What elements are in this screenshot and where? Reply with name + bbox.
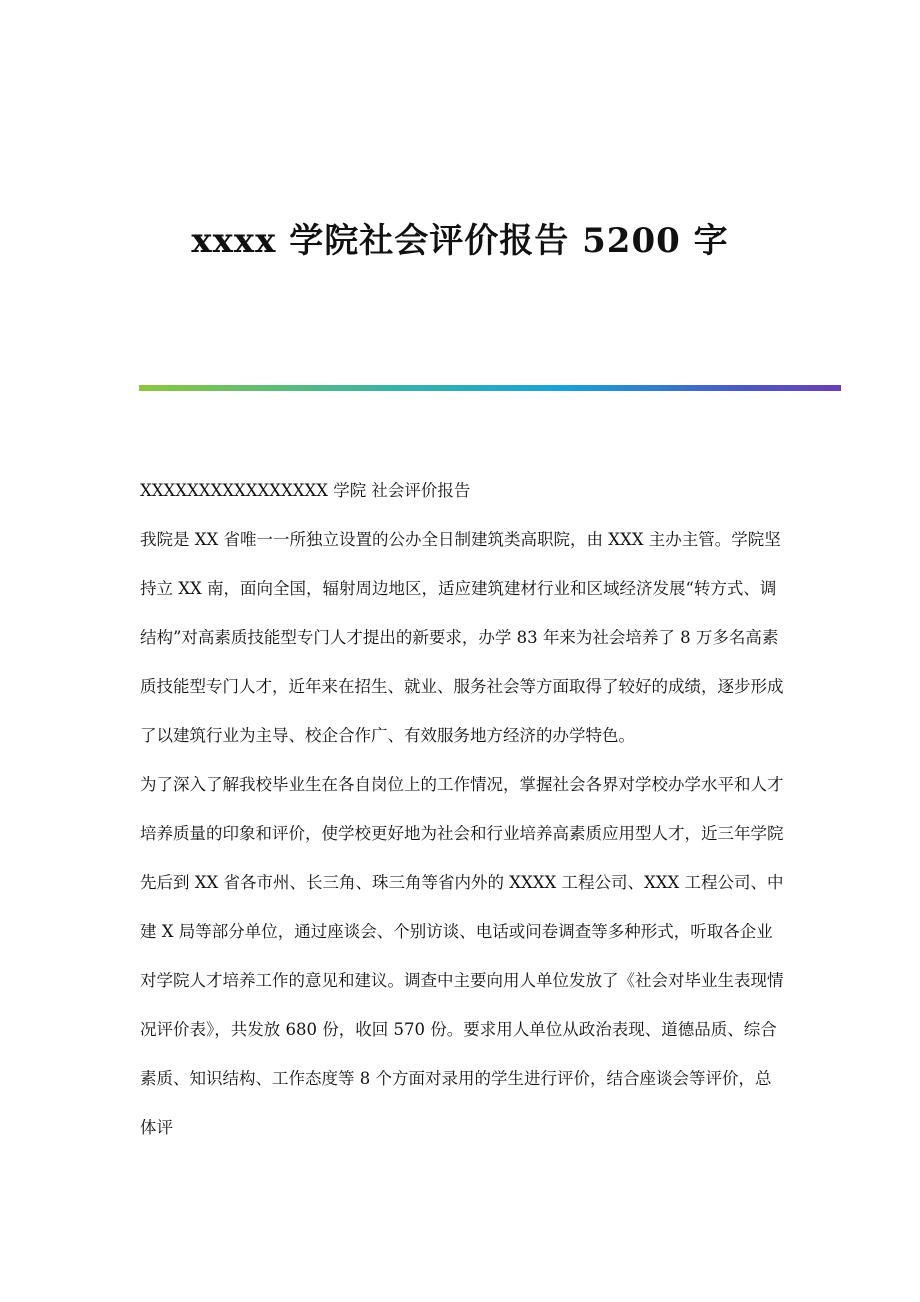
- document-body: [140, 466, 785, 1152]
- paragraph-survey: 为了深入了解我校毕业生在各自岗位上的工作情况，掌握社会各界对学校办学水平和人才培养质量的印象和评价，使学校更好地为社会和行业培养高素质应用型人才，近三年学院先后到 XX 省各市州、长三角、珠三角等省内外的 XXXX 工程公司、XXX 工程公司、中建 X 局等部分单位，通过座谈会、个别访谈、电话或问卷调查等多种形式，听取各企业对学院人才培养工作的意见和建议。调查中主要向用人单位发放了《社会对毕业生表现情况评价表》，共发放 680 份，收回 570 份。要求用人单位从政治表现、道德品质、综合素质、知识结构、工作态度等 8 个方面对录用的学生进行评价，结合座谈会等评价，总体评: [140, 775, 784, 1137]
- title-divider: [139, 385, 841, 391]
- report-subtitle: XXXXXXXXXXXXXXXX 学院 社会评价报告: [140, 481, 471, 500]
- paragraph-intro: 我院是 XX 省唯一一所独立设置的公办全日制建筑类高职院，由 XXX 主办主管。学院坚持立 XX 南，面向全国，辐射周边地区，适应建筑建材行业和区域经济发展“转方式、调结构”对高素质技能型专门人才提出的新要求，办学 83 年来为社会培养了 8 万多名高素质技能型专门人才，近年来在招生、就业、服务社会等方面取得了较好的成绩，逐步形成了以建筑行业为主导、校企合作广、有效服务地方经济的办学特色。: [140, 530, 784, 745]
- document-title: xxxx 学院社会评价报告 5200 字: [191, 221, 729, 261]
